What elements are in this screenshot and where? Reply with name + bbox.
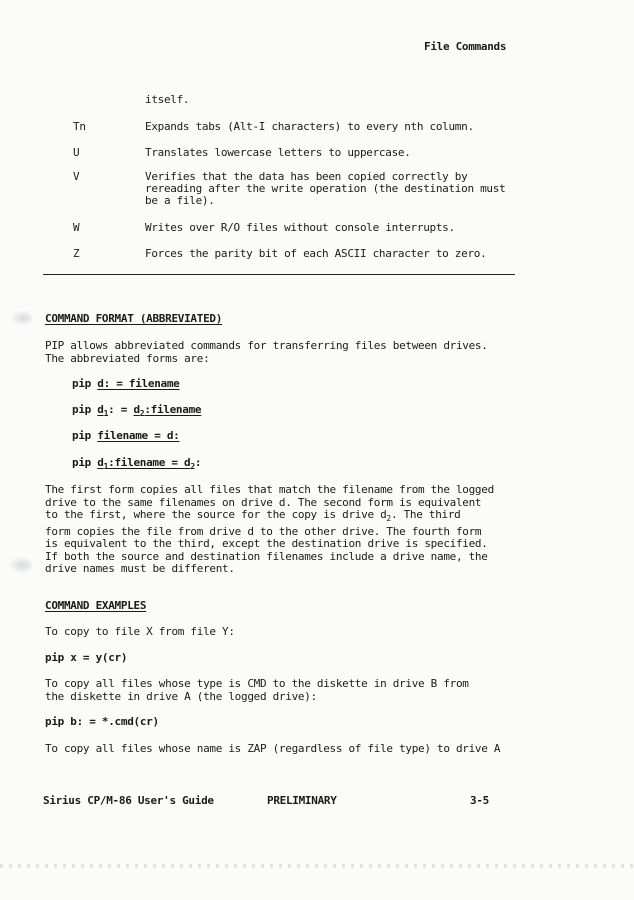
example-command: pip b: = *.cmd(cr) <box>45 715 159 728</box>
footer-title: Sirius CP/M-86 User's Guide <box>43 794 214 807</box>
option-desc: Forces the parity bit of each ASCII character to zero. <box>145 247 487 260</box>
option-key: V <box>73 170 80 183</box>
option-desc: Translates lowercase letters to uppercase. <box>145 146 411 159</box>
paragraph-line: drive to the same filenames on drive d. The second form is equivalent <box>45 495 482 509</box>
option-desc: Writes over R/O files without console interrupts. <box>145 221 455 234</box>
drive-subscript: 2 <box>386 514 391 523</box>
paragraph-line: is equivalent to the third, except the destination drive is specified. <box>45 537 488 550</box>
drive-ref: d <box>97 456 104 469</box>
option-key: Tn <box>73 120 86 133</box>
drive-ref: d <box>184 456 191 469</box>
command-name: pip <box>72 456 91 469</box>
paragraph-line: form copies the file from drive d to the other drive. The fourth form <box>45 524 482 538</box>
command-args: : = <box>108 403 134 416</box>
drive-ref: d <box>97 403 104 416</box>
drive-subscript: 2 <box>139 409 145 418</box>
running-header: File Commands <box>424 40 507 53</box>
example-text: To copy all files whose name is ZAP (regardless of file type) to drive A <box>45 742 501 755</box>
example-text: To copy to file X from file Y: <box>45 625 235 638</box>
command-name: pip <box>72 429 91 442</box>
option-key: W <box>73 221 80 234</box>
punch-hole-mark <box>10 310 32 326</box>
example-text <box>45 678 469 703</box>
drive-subscript: 1 <box>103 462 109 471</box>
paragraph-line: If both the source and destination filenames include a drive name, the <box>45 549 488 563</box>
drive-ref: d <box>133 403 140 416</box>
command-form <box>72 430 180 442</box>
section-heading: COMMAND EXAMPLES <box>45 599 147 612</box>
section-heading: COMMAND FORMAT (ABBREVIATED) <box>45 312 223 325</box>
command-args: :filename = <box>108 456 185 469</box>
paragraph-line: To copy all files whose type is CMD to the diskette in drive B from <box>45 677 469 690</box>
paragraph-line: The first form copies all files that match the filename from the logged <box>45 483 494 496</box>
option-key: Z <box>73 247 80 260</box>
punch-hole-mark <box>8 556 32 574</box>
command-args: filename = d: <box>97 429 180 442</box>
option-desc: be a file). <box>145 194 215 207</box>
command-args: : <box>194 456 202 469</box>
command-form <box>72 457 201 473</box>
option-desc: Expands tabs (Alt-I characters) to every nth column. <box>145 120 474 133</box>
command-name: pip <box>72 403 91 416</box>
paragraph-line: PIP allows abbreviated commands for transferring files between drives. <box>45 339 488 352</box>
drive-subscript: 1 <box>103 409 109 418</box>
scan-noise <box>0 864 634 868</box>
paragraph-line: drive names must be different. <box>45 562 235 575</box>
table-bottom-rule <box>43 274 515 275</box>
example-command: pip x = y(cr) <box>45 651 128 664</box>
intro-paragraph <box>45 340 488 365</box>
command-args: d: = filename <box>97 377 180 390</box>
paragraph-line: the diskette in drive A (the logged drive): <box>45 689 317 703</box>
command-args: :filename <box>144 403 202 416</box>
continuation-text: itself. <box>145 93 190 106</box>
command-form <box>72 378 180 390</box>
drive-subscript: 2 <box>190 462 195 471</box>
paragraph-line: to the first, where the source for the copy is drive $d_2$. The third <box>45 508 461 523</box>
option-key: U <box>73 146 80 159</box>
option-desc: Verifies that the data has been copied correctly by <box>145 170 468 183</box>
command-form <box>72 404 201 420</box>
explanation-paragraph <box>45 484 494 576</box>
footer-status: PRELIMINARY <box>267 794 337 807</box>
option-desc: rereading after the write operation (the destination must <box>145 182 506 195</box>
page-number: 3-5 <box>470 794 489 807</box>
command-name: pip <box>72 377 91 390</box>
paragraph-line: The abbreviated forms are: <box>45 351 210 365</box>
